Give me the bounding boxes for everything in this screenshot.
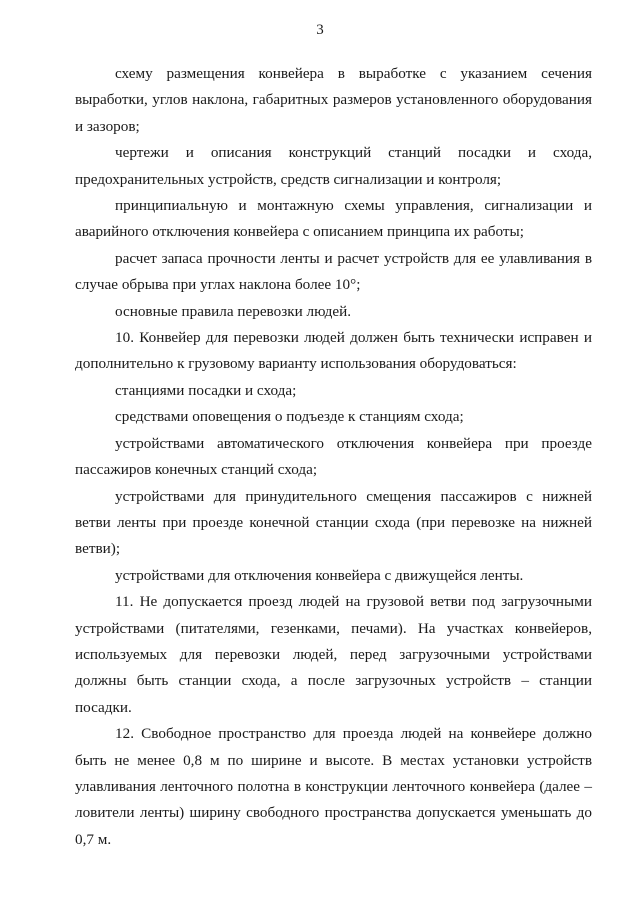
paragraph-item-12: 12. Свободное пространство для проезда людей на конвейере должно быть не менее 0,8 м по ширине и высоте. В местах установки устройств улавливания ленточного полотна в конструкции ленточного конвейера (далее – ловители ленты) ширину свободного пространства допускается уменьшать до 0,7 м.: [75, 725, 592, 848]
paragraph-belt-strength: расчет запаса прочности ленты и расчет устройств для ее улавливания в случае обрыва при углах наклона более 10°;: [75, 249, 592, 294]
paragraph-control-schemes: принципиальную и монтажную схемы управления, сигнализации и аварийного отключения конвейера с описанием принципа их работы;: [75, 197, 592, 241]
paragraph-belt-shutdown: устройствами для отключения конвейера с движущейся ленты.: [115, 566, 524, 584]
body-text: [75, 61, 592, 853]
paragraph-item-11: 11. Не допускается проезд людей на грузовой ветви под загрузочными устройствами (питателями, гезенками, печами). На участках конвейеров, используемых для перевозки людей, перед загрузочными устройствами должны быть станции схода, а после загрузочных устройств – станции посадки.: [75, 593, 592, 716]
paragraph-auto-shutdown: устройствами автоматического отключения конвейера при проезде пассажиров конечных станций схода;: [75, 434, 592, 479]
paragraph-conveyor-layout: схему размещения конвейера в выработке с указанием сечения выработки, углов наклона, габаритных размеров установленного оборудования и зазоров;: [75, 65, 592, 135]
paragraph-item-10: 10. Конвейер для перевозки людей должен быть технически исправен и дополнительно к грузовому варианту использования оборудоваться:: [75, 329, 592, 373]
paragraph-notification: средствами оповещения о подъезде к станциям схода;: [115, 408, 464, 426]
paragraph-station-drawings: чертежи и описания конструкций станций посадки и схода, предохранительных устройств, средств сигнализации и контроля;: [75, 144, 592, 188]
paragraph-forced-displacement: устройствами для принудительного смещения пассажиров с нижней ветви ленты при проезде конечной станции схода (при перевозке на нижней ветви);: [75, 487, 592, 558]
paragraph-transport-rules: основные правила перевозки людей.: [115, 302, 352, 320]
page-number: 3: [316, 22, 324, 38]
paragraph-stations: станциями посадки и схода;: [115, 381, 297, 399]
